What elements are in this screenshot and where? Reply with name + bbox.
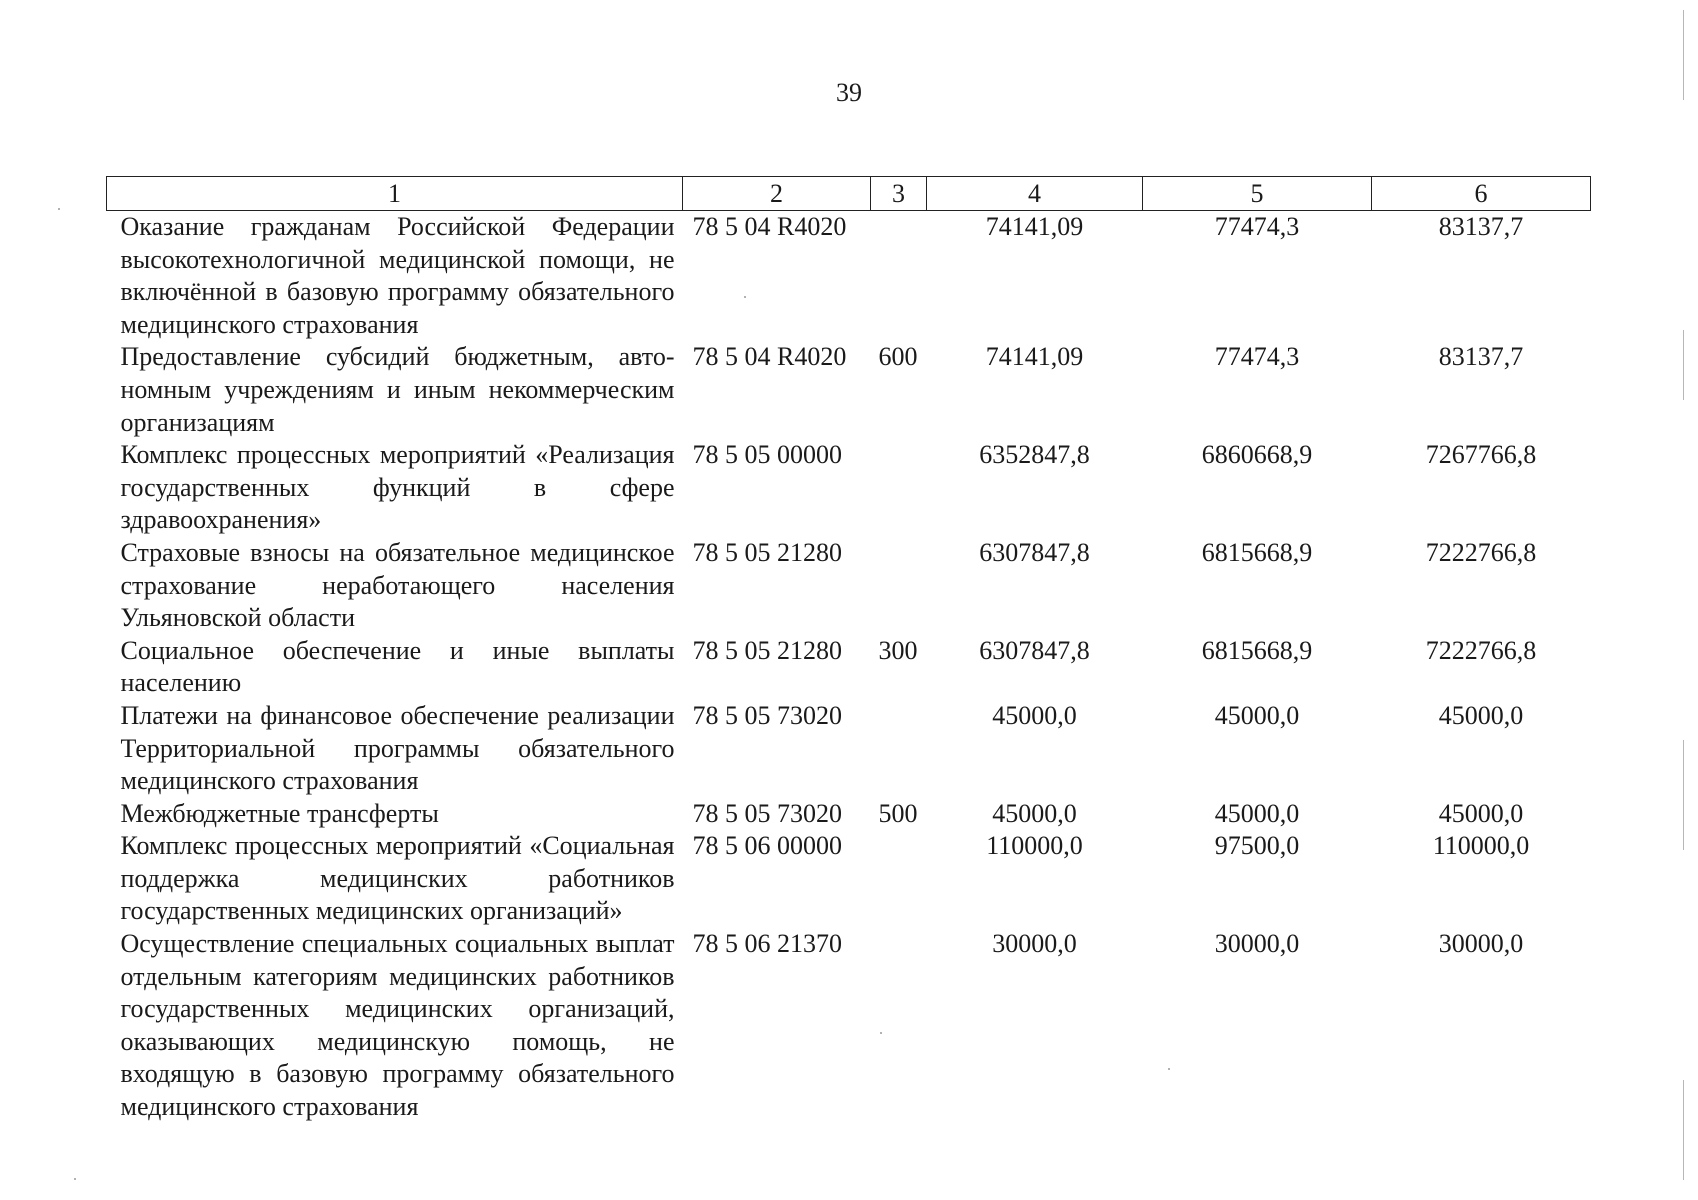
row-kvr: 600 — [878, 342, 918, 372]
scan-speck — [1168, 1068, 1170, 1070]
table-row — [107, 798, 1591, 831]
row-name: Платежи на финансовое обеспечение реализации Территориальной программы обязательного медицинского страхования — [120, 700, 675, 796]
row-code: 78 5 05 73020 — [692, 798, 842, 828]
table-row — [107, 341, 1591, 439]
scan-speck — [744, 296, 746, 298]
column-header-3: 3 — [871, 177, 927, 211]
row-value-5: 77474,3 — [1214, 212, 1300, 241]
row-value-4: 6307847,8 — [979, 635, 1090, 665]
row-name: Комплекс процессных мероприятий «Реализация государственных функций в сфере здравоохранения» — [120, 440, 675, 535]
scan-edge-mark — [1683, 740, 1684, 850]
row-code: 78 5 06 00000 — [692, 831, 842, 861]
table-row — [107, 928, 1591, 1124]
row-code: 78 5 06 21370 — [692, 929, 842, 959]
row-value-4: 110000,0 — [986, 831, 1083, 861]
scan-speck — [74, 1178, 76, 1180]
row-value-6: 83137,7 — [1438, 342, 1524, 372]
row-value-5: 45000,0 — [1214, 798, 1300, 828]
row-value-6: 7222766,8 — [1425, 537, 1537, 567]
row-name: Оказание гражданам Российской Федерации высокотехнологичной медицинской помощи, не включённой в базовую программу обязательного медицинского страхования — [120, 212, 675, 339]
scan-speck — [58, 208, 60, 210]
column-header-1: 1 — [107, 177, 683, 211]
row-value-4: 6352847,8 — [979, 440, 1090, 470]
scan-edge-mark — [1683, 330, 1684, 400]
column-header-4: 4 — [927, 177, 1143, 211]
scan-speck — [880, 1032, 882, 1034]
row-value-4: 74141,09 — [985, 342, 1084, 372]
table-row — [107, 537, 1591, 635]
row-value-4: 45000,0 — [992, 798, 1077, 828]
row-code: 78 5 04 R4020 — [692, 212, 847, 241]
table-row — [107, 700, 1591, 798]
row-value-5: 6860668,9 — [1201, 440, 1313, 470]
row-value-4: 74141,09 — [985, 212, 1084, 241]
row-value-5: 6815668,9 — [1201, 537, 1313, 567]
row-code: 78 5 05 21280 — [692, 635, 842, 665]
row-code: 78 5 05 00000 — [692, 440, 842, 470]
row-kvr — [871, 439, 927, 537]
page-number: 39 — [836, 78, 862, 107]
row-name: Предоставление субсидий бюджетным, автономным учреждениям и иным некоммерческим организациям — [120, 342, 675, 437]
row-name: Комплекс процессных мероприятий «Социальная поддержка медицинских работников государственных медицинских организаций» — [120, 831, 675, 926]
scan-edge-mark — [1683, 10, 1684, 100]
row-value-4: 45000,0 — [992, 700, 1077, 730]
scan-edge-mark — [1683, 1080, 1684, 1180]
row-value-6: 45000,0 — [1438, 700, 1524, 730]
row-name: Социальное обеспечение и иные выплаты населению — [120, 635, 675, 698]
row-kvr: 500 — [878, 798, 918, 828]
row-value-6: 110000,0 — [1432, 831, 1530, 861]
row-value-6: 83137,7 — [1438, 212, 1524, 241]
row-name: Осуществление специальных социальных выплат отдельным категориям медицинских работников государственных медицинских организаций, оказывающих медицинскую помощь, не входящую в базовую программу обязательного медицинского страхования — [120, 929, 675, 1122]
row-value-4: 30000,0 — [992, 929, 1077, 959]
table-header — [107, 177, 1591, 211]
row-code: 78 5 05 73020 — [692, 700, 842, 730]
row-code: 78 5 04 R4020 — [692, 342, 847, 372]
row-value-6: 7267766,8 — [1425, 440, 1537, 470]
row-value-5: 30000,0 — [1214, 929, 1300, 959]
row-value-6: 30000,0 — [1438, 929, 1524, 959]
header-row — [107, 177, 1591, 211]
row-code: 78 5 05 21280 — [692, 537, 842, 567]
row-kvr — [871, 537, 927, 635]
row-value-6: 7222766,8 — [1425, 635, 1537, 665]
row-name: Страховые взносы на обязательное медицинское страхование неработающего населения Ульяновской области — [120, 537, 675, 633]
row-value-5: 97500,0 — [1214, 831, 1300, 861]
row-kvr — [871, 700, 927, 798]
row-value-5: 77474,3 — [1214, 342, 1300, 372]
table-row — [107, 635, 1591, 700]
table-body — [107, 211, 1591, 1124]
column-header-5: 5 — [1143, 177, 1372, 211]
row-value-5: 6815668,9 — [1201, 635, 1313, 665]
table-row — [107, 439, 1591, 537]
row-kvr: 300 — [878, 635, 918, 665]
row-name: Межбюджетные трансферты — [120, 798, 439, 828]
row-value-4: 6307847,8 — [979, 537, 1090, 567]
table-row — [107, 211, 1591, 342]
column-header-6: 6 — [1372, 177, 1591, 211]
row-kvr — [871, 928, 927, 1124]
row-kvr — [871, 211, 927, 342]
table-row — [107, 830, 1591, 928]
column-header-2: 2 — [683, 177, 871, 211]
row-value-6: 45000,0 — [1438, 798, 1524, 828]
row-kvr — [871, 830, 927, 928]
budget-table — [106, 176, 1591, 1124]
row-value-5: 45000,0 — [1214, 700, 1300, 730]
